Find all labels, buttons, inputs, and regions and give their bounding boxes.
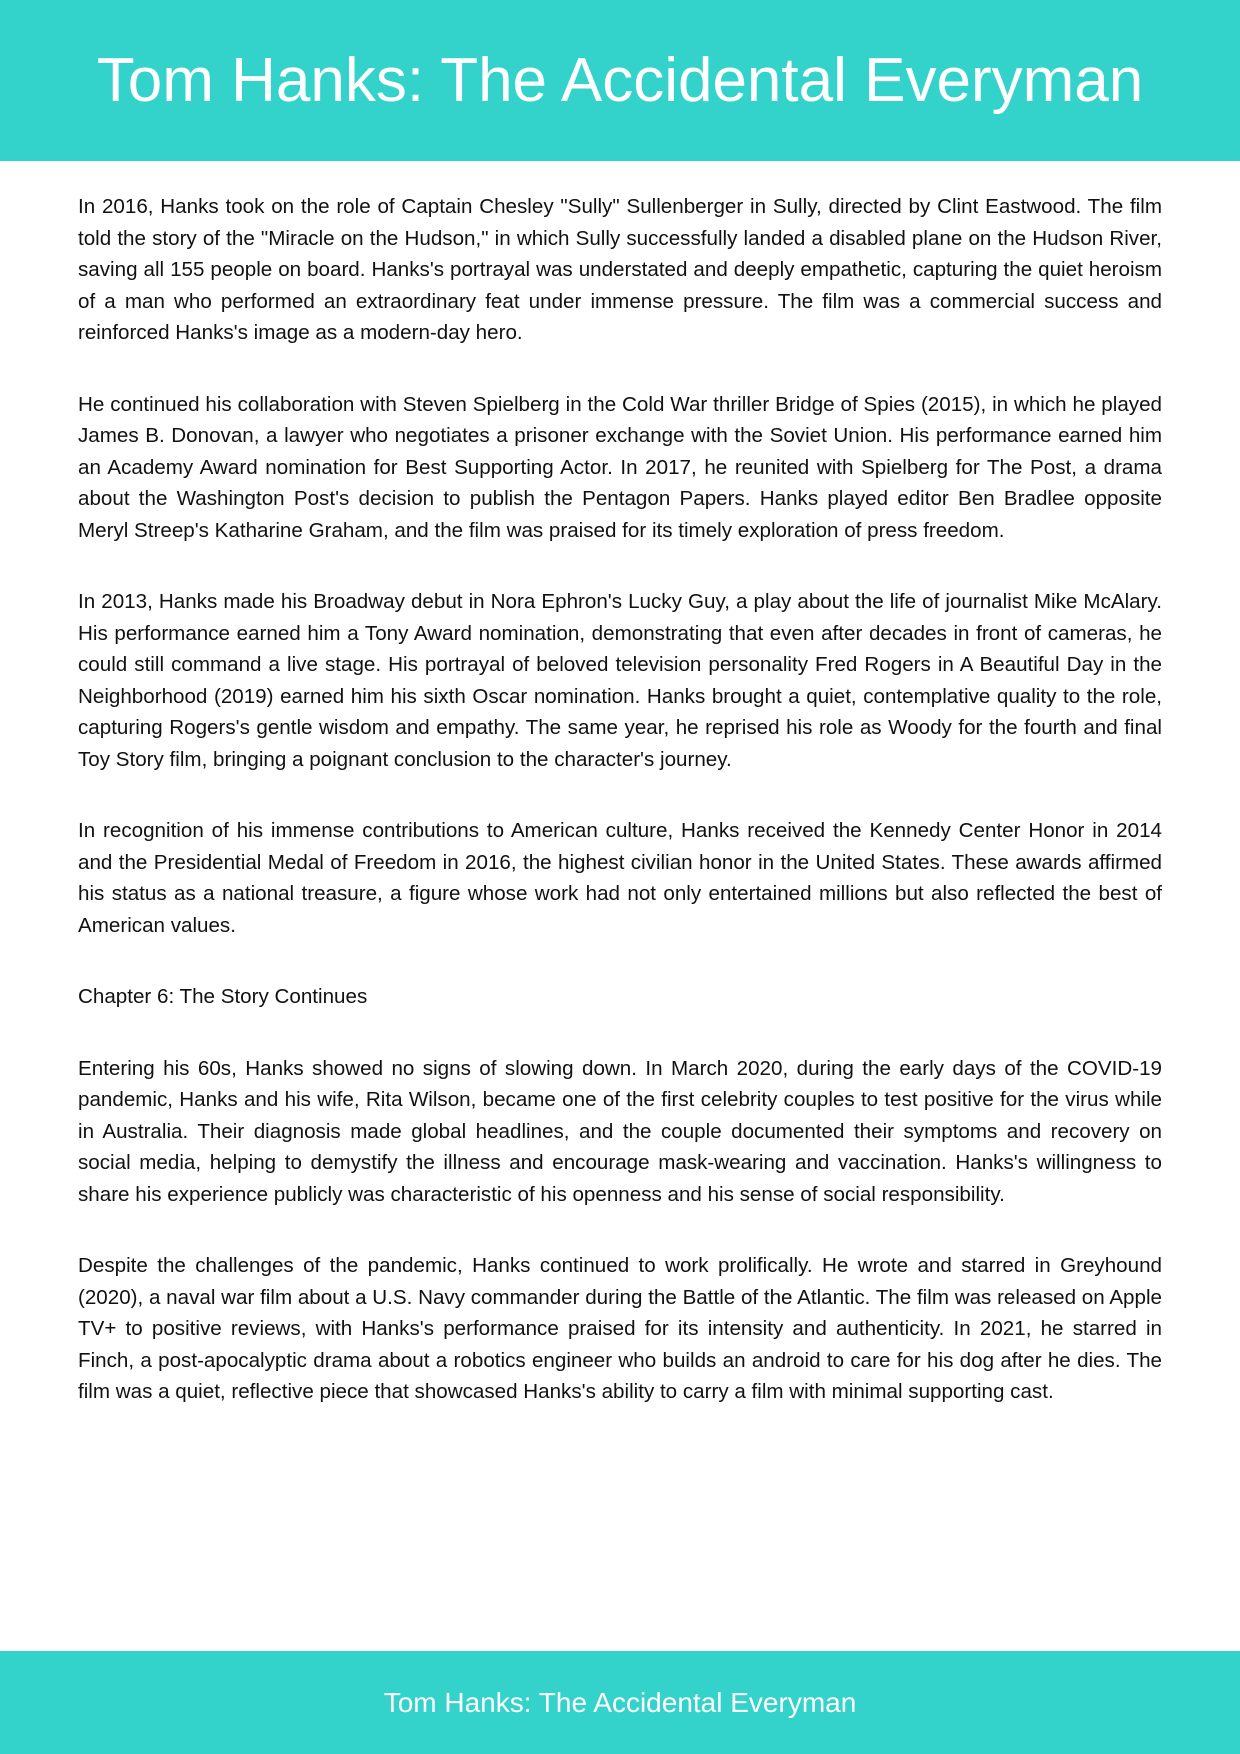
paragraph-broadway: In 2013, Hanks made his Broadway debut in Nora Ephron's Lucky Guy, a play about the life of journalist Mike McAlary. His performance earned him a Tony Award nomination, demonstrating that even after decades in front of cameras, he could still command a live stage. His portrayal of beloved television personality Fred Rogers in A Beautiful Day in the Neighborhood (2019) earned him his sixth Oscar nomination. Hanks brought a quiet, contemplative quality to the role, capturing Rogers's gentle wisdom and empathy. The same year, he reprised his role as Woody for the fourth and final Toy Story film, bringing a poignant conclusion to the character's journey. <box>78 590 1162 771</box>
paragraph-covid: Entering his 60s, Hanks showed no signs of slowing down. In March 2020, during the early days of the COVID-19 pandemic, Hanks and his wife, Rita Wilson, became one of the first celebrity couples to test positive for the virus while in Australia. Their diagnosis made global headlines, and the couple documented their symptoms and recovery on social media, helping to demystify the illness and encourage mask-wearing and vaccination. Hanks's willingness to share his experience publicly was characteristic of his openness and his sense of social responsibility. <box>78 1056 1162 1206</box>
paragraph-greyhound-finch: Despite the challenges of the pandemic, Hanks continued to work prolifically. He wrote and starred in Greyhound (2020), a naval war film about a U.S. Navy commander during the Battle of the Atlantic. The film was released on Apple TV+ to positive reviews, with Hanks's performance praised for its intensity and authenticity. In 2021, he starred in Finch, a post-apocalyptic drama about a robotics engineer who builds an android to care for his dog after he dies. The film was a quiet, reflective piece that showcased Hanks's ability to carry a film with minimal supporting cast. <box>78 1254 1162 1403</box>
document-body <box>78 191 1162 1448</box>
paragraph-honors: In recognition of his immense contributions to American culture, Hanks received the Kennedy Center Honor in 2014 and the Presidential Medal of Freedom in 2016, the highest civilian honor in the United States. These awards affirmed his status as a national treasure, a figure whose work had not only entertained millions but also reflected the best of American values. <box>78 819 1162 937</box>
chapter-heading: Chapter 6: The Story Continues <box>78 985 368 1008</box>
paragraph-sully: In 2016, Hanks took on the role of Captain Chesley "Sully" Sullenberger in Sully, directed by Clint Eastwood. The film told the story of the "Miracle on the Hudson," in which Sully successfully landed a disabled plane on the Hudson River, saving all 155 people on board. Hanks's portrayal was understated and deeply empathetic, capturing the quiet heroism of a man who performed an extraordinary feat under immense pressure. The film was a commercial success and reinforced Hanks's image as a modern-day hero. <box>78 195 1162 344</box>
page-header <box>0 0 1240 161</box>
page-footer <box>0 1651 1240 1754</box>
paragraph-bridge-of-spies: He continued his collaboration with Steven Spielberg in the Cold War thriller Bridge of Spies (2015), in which he played James B. Donovan, a lawyer who negotiates a prisoner exchange with the Soviet Union. His performance earned him an Academy Award nomination for Best Supporting Actor. In 2017, he reunited with Spielberg for The Post, a drama about the Washington Post's decision to publish the Pentagon Papers. Hanks played editor Ben Bradlee opposite Meryl Streep's Katharine Graham, and the film was praised for its timely exploration of press freedom. <box>78 392 1162 542</box>
page-title: Tom Hanks: The Accidental Everyman <box>96 46 1144 115</box>
footer-title: Tom Hanks: The Accidental Everyman <box>383 1686 857 1718</box>
